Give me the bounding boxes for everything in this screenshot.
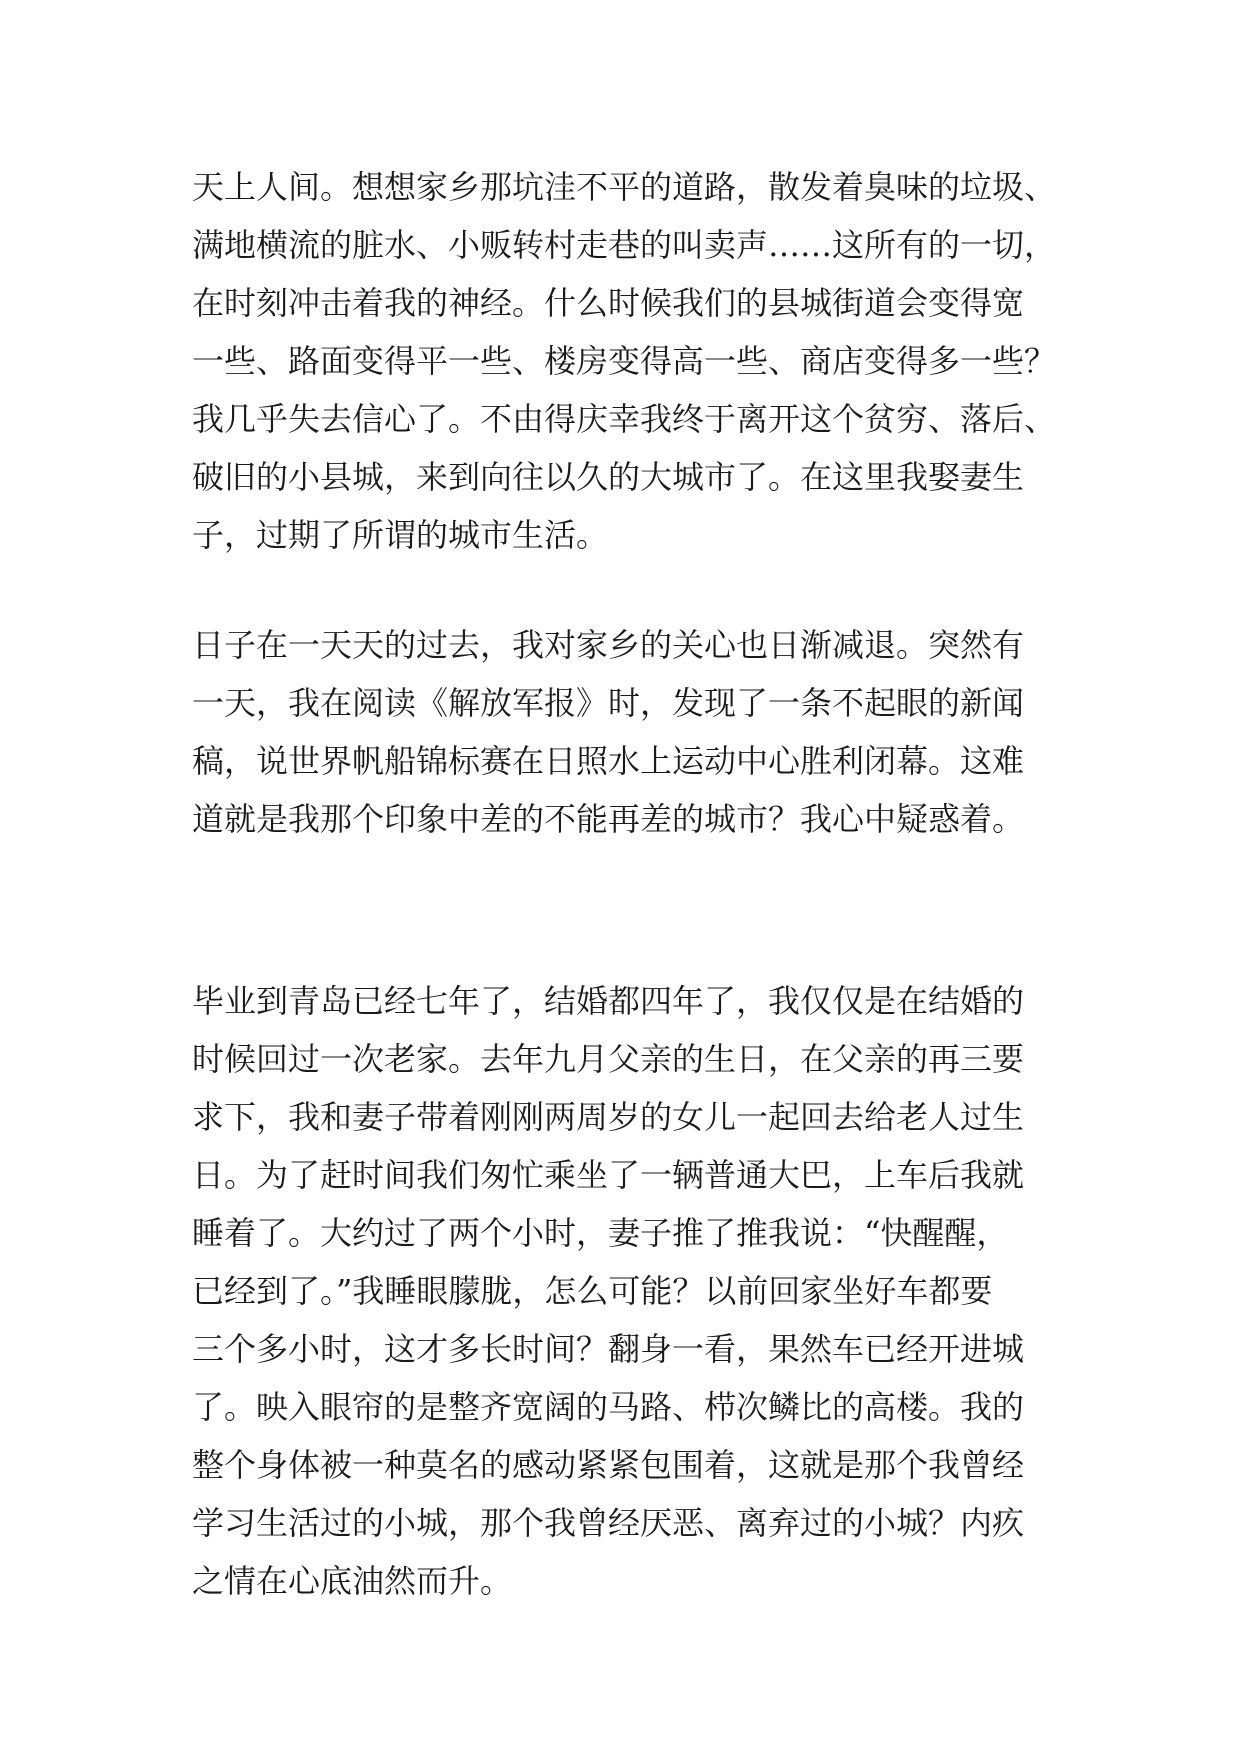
text-line: 时候回过一次老家。去年九月父亲的生日，在父亲的再三要	[192, 1040, 1025, 1078]
text-line: 睡着了。大约过了两个小时，妻子推了推我说：“快醒醒，	[192, 1214, 1009, 1252]
text-line: 满地横流的脏水、小贩转村走巷的叫卖声……这所有的一切，	[192, 226, 1057, 264]
text-line: 子，过期了所谓的城市生活。	[192, 516, 609, 554]
paragraph-2	[192, 616, 1092, 848]
text-line: 一些、路面变得平一些、楼房变得高一些、商店变得多一些？	[192, 342, 1057, 380]
text-line: 我几乎失去信心了。不由得庆幸我终于离开这个贫穷、落后、	[192, 400, 1057, 438]
text-line: 一天，我在阅读《解放军报》时，发现了一条不起眼的新闻	[192, 684, 1025, 722]
text-line: 稿，说世界帆船锦标赛在日照水上运动中心胜利闭幕。这难	[192, 742, 1025, 780]
text-line: 破旧的小县城，来到向往以久的大城市了。在这里我娶妻生	[192, 458, 1025, 496]
text-line: 日子在一天天的过去，我对家乡的关心也日渐减退。突然有	[192, 626, 1025, 664]
text-line: 了。映入眼帘的是整齐宽阔的马路、栉次鳞比的高楼。我的	[192, 1388, 1025, 1426]
text-line: 在时刻冲击着我的神经。什么时候我们的县城街道会变得宽	[192, 284, 1025, 322]
text-line: 道就是我那个印象中差的不能再差的城市？我心中疑惑着。	[192, 800, 1025, 838]
paragraph-3	[192, 972, 1092, 1610]
text-line: 学习生活过的小城，那个我曾经厌恶、离弃过的小城？内疚	[192, 1504, 1025, 1542]
text-line: 毕业到青岛已经七年了，结婚都四年了，我仅仅是在结婚的	[192, 982, 1025, 1020]
text-line: 整个身体被一种莫名的感动紧紧包围着，这就是那个我曾经	[192, 1446, 1025, 1484]
text-line: 求下，我和妻子带着刚刚两周岁的女儿一起回去给老人过生	[192, 1098, 1025, 1136]
text-line: 之情在心底油然而升。	[192, 1562, 513, 1600]
text-line: 天上人间。想想家乡那坑洼不平的道路，散发着臭味的垃圾、	[192, 168, 1057, 206]
paragraph-1	[192, 158, 1092, 564]
text-line: 已经到了。”我睡眼朦胧，怎么可能？以前回家坐好车都要	[192, 1272, 993, 1310]
text-line: 三个多小时，这才多长时间？翻身一看，果然车已经开进城	[192, 1330, 1025, 1368]
text-line: 日。为了赶时间我们匆忙乘坐了一辆普通大巴，上车后我就	[192, 1156, 1025, 1194]
